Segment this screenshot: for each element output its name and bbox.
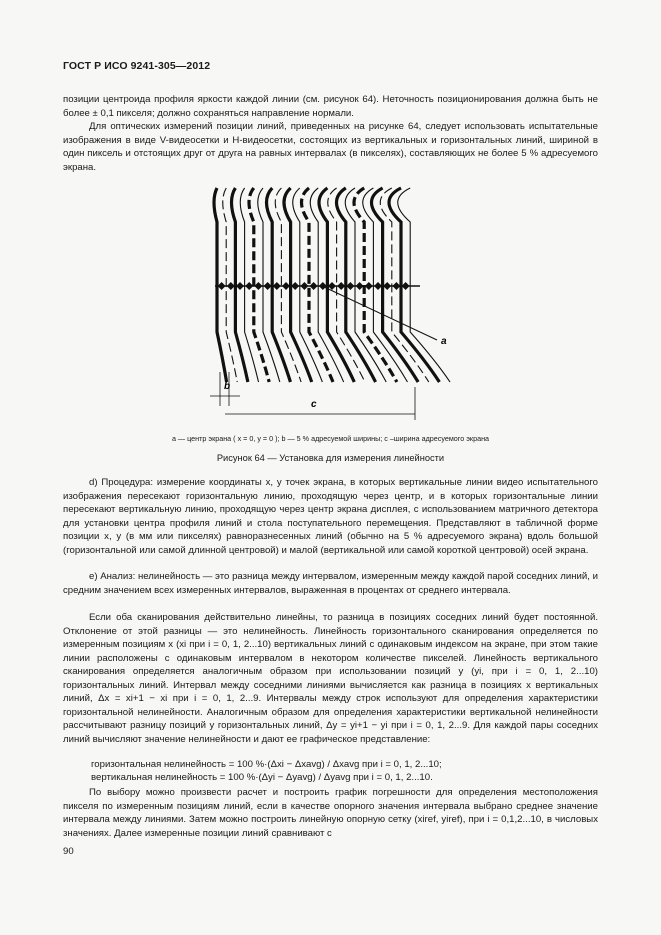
- intersection-marker: [254, 282, 262, 290]
- paragraph-scan-linearity: Если оба сканирования действительно линейны, то разница в позициях соседних линий будет постоянной. Отклонение от этой разницы — это нелинейность. Линейность горизонтального сканирования определяется по измеренным позициям x (xi при i = 0, 1, 2...10) вертикальных линий с одинаковым индексом на экране, при этом такие линии расположены с одинаковым интервалом в некотором количестве пикселей. Линейность вертикального сканирования определяется аналогичным образом при использовании позиций y (yi, при i = 0, 1, 2...10) горизонтальных линий. Интервал между соседними линиями вычисляется как разница в позициях x вертикальных линий, Δx = xi+1 − xi при i = 0, 1, 2...9. Интервалы между строк используют для определения характеристики горизонтальной нелинейности. Аналогичным образом для определения характеристики вертикальной нелинейности рассчитывают разницу позиций y горизонтальных линий, Δy = yi+1 − yi при i = 0, 1, 2...9. Для каждой пары соседних линий вычисляют значение нелинейности и дают ее графическое представление:: [63, 612, 598, 745]
- intersection-marker: [236, 282, 244, 290]
- intersection-marker: [346, 282, 354, 290]
- paragraph-analysis: e) Анализ: нелинейность — это разница между интервалом, измеренным между каждой парой соседних линий, и средним значением всех измеренных интервалов, выраженная в процентах от среднего интервала.: [63, 571, 598, 596]
- intersection-marker: [282, 282, 290, 290]
- intersection-marker: [337, 282, 345, 290]
- paragraph-intro: позиции центроида профиля яркости каждой линии (см. рисунок 64). Неточность позиционирования должна быть не более ± 0,1 пикселя; должно сохраняться направление нормали.: [63, 94, 598, 119]
- intersection-marker: [402, 282, 410, 290]
- page-number: 90: [63, 846, 74, 857]
- formula-vertical: вертикальная нелинейность = 100 %·(Δyi − Δyavg) / Δyavg при i = 0, 1, 2...10.: [91, 772, 433, 783]
- intersection-marker: [227, 282, 235, 290]
- intersection-marker: [365, 282, 373, 290]
- paragraph-error-plot: По выбору можно произвести расчет и построить график погрешности для определения местоположения пикселя по измеренным позициям линий, если в качестве опорного значения интервала выбрано среднее значение интервала между линиями. Затем можно построить линейную опорную сетку (xiref, yiref), при i = 0,1,2...10, в числовых значениях. Далее измеренные позиции линий сравнивают с: [63, 787, 598, 839]
- intersection-marker: [245, 282, 253, 290]
- label-c: c: [311, 399, 317, 410]
- intersection-marker: [291, 282, 299, 290]
- intersection-marker: [310, 282, 318, 290]
- document-header: ГОСТ Р ИСО 9241-305—2012: [63, 60, 211, 72]
- center-leader-line: [322, 286, 437, 340]
- label-b: b: [224, 381, 231, 392]
- paragraph-test-images: Для оптических измерений позиции линий, приведенных на рисунке 64, следует использовать испытательные изображения в виде V-видеосетки и H-видеосетки, состоящих из вертикальных и горизонтальных линий, шириной в один пиксель и отстоящих друг от друга на равных интервалах (в пикселях), составляющих не более 5 % адресуемого экрана.: [63, 121, 598, 173]
- figure-caption: Рисунок 64 — Установка для измерения линейности: [216, 453, 445, 463]
- intersection-marker: [300, 282, 308, 290]
- formula-horizontal: горизонтальная нелинейность = 100 %·(Δxi − Δxavg) / Δxavg при i = 0, 1, 2...10;: [91, 759, 442, 770]
- intersection-marker: [218, 282, 226, 290]
- paragraph-procedure: d) Процедура: измерение координаты x, y точек экрана, в которых вертикальные линии видео испытательного изображения пересекают горизонтальную линию, проходящую через центр, и в которых горизонтальные линии пересекают вертикальную линию, проходящую через центр экрана дисплея, с использованием матричного детектора для установки центра профиля линий и стола поступательного перемещения. Представляют в табличной форме позиции x, y (в мм или пикселях) равноразнесенных линий (обычно на 5 % адресуемого экрана) вдоль большой (горизонтальной или самой длинной центровой) и малой (вертикальной или самой короткой центровой) осей экрана.: [63, 477, 598, 556]
- label-a: a: [441, 336, 447, 347]
- figure-legend: a — центр экрана ( x = 0, y = 0 ); b — 5 % адресуемой ширины; c –ширина адресуемого экрана: [171, 434, 490, 443]
- intersection-marker: [356, 282, 364, 290]
- intersection-marker: [383, 282, 391, 290]
- intersection-marker: [374, 282, 382, 290]
- intersection-marker: [273, 282, 281, 290]
- intersection-marker: [392, 282, 400, 290]
- linearity-figure: [195, 182, 465, 427]
- intersection-markers: [218, 282, 410, 290]
- intersection-marker: [264, 282, 272, 290]
